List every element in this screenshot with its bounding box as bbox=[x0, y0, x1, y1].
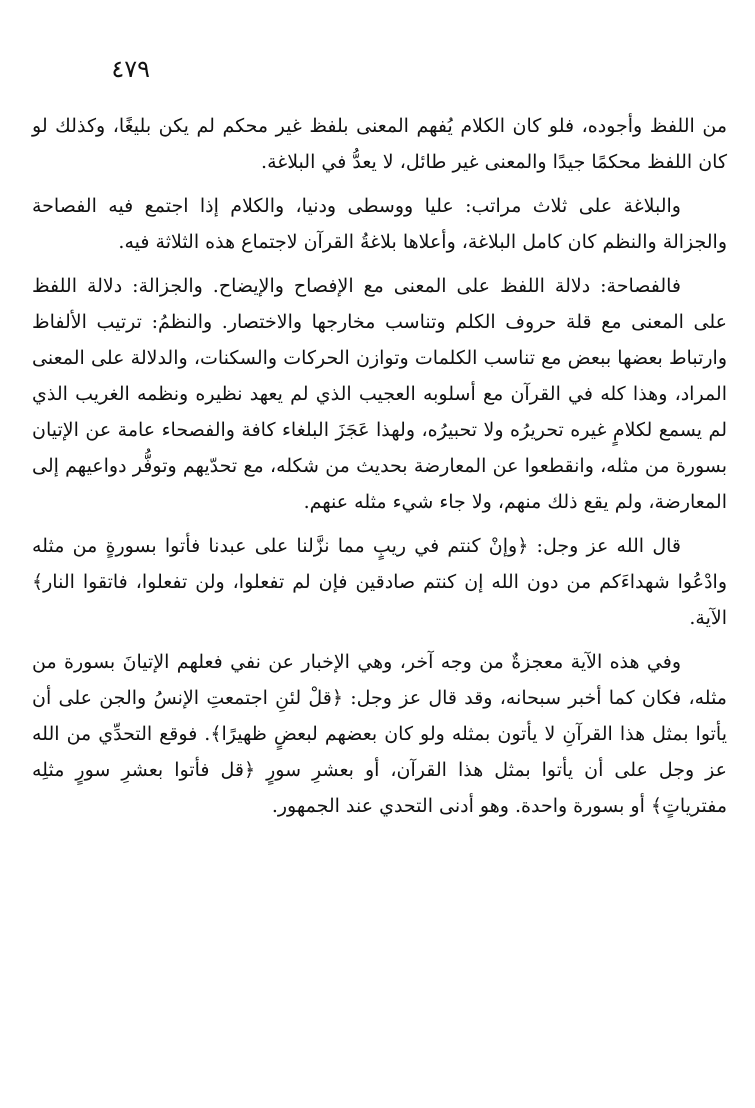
paragraph-1: من اللفظ وأجوده، فلو كان الكلام يُفهم المعنى بلفظ غير محكم لم يكن بليغًا، وكذلك لو كان اللفظ محكمًا جيدًا والمعنى غير طائل، لا يعدُّ في البلاغة. bbox=[32, 115, 727, 173]
paragraph-3: فالفصاحة: دلالة اللفظ على المعنى مع الإفصاح والإيضاح. والجزالة: دلالة اللفظ على المعنى مع قلة حروف الكلم وتناسب مخارجها والاختصار. والنظمُ: ترتيب الألفاظ وارتباط بعضها ببعض مع تناسب الكلمات وتوازن الحركات والسكنات، والدلالة على المعنى المراد، وهذا كله في القرآن مع أسلوبه العجيب الذي لم يعهد نظيره ونظمه الغريب الذي لم يسمع لكلامٍ غيره تحريرُه ولا تحبيرُه، ولهذا عَجَزَ البلغاء كافة والفصحاء عامة عن الإتيان بسورة من مثله، وانقطعوا عن المعارضة بحديث من شكله، مع تحدّيهم وتوفُّر دواعيهم إلى المعارضة، ولم يقع ذلك منهم، ولا جاء شيء مثله عنهم. bbox=[32, 275, 727, 513]
paragraph-2: والبلاغة على ثلاث مراتب: عليا ووسطى ودنيا، والكلام إذا اجتمع فيه الفصاحة والجزالة والنظم كان كامل البلاغة، وأعلاها بلاغةُ القرآن لاجتماع هذه الثلاثة فيه. bbox=[32, 195, 727, 253]
paragraph-4: قال الله عز وجل: ﴿وإنْ كنتم في ريبٍ مما نزَّلنا على عبدنا فأتوا بسورةٍ من مثله وادْعُوا شهداءَكم من دون الله إن كنتم صادقين فإن لم تفعلوا، ولن تفعلوا، فاتقوا النار﴾ الآية. bbox=[32, 535, 727, 629]
page-number: ٤٧٩ bbox=[111, 55, 150, 83]
paragraph-5: وفي هذه الآية معجزةٌ من وجه آخر، وهي الإخبار عن نفي فعلهم الإتيانَ بسورة من مثله، فكان كما أخبر سبحانه، وقد قال عز وجل: ﴿قلْ لئنِ اجتمعتِ الإنسُ والجن على أن يأتوا بمثل هذا القرآنِ لا يأتون بمثله ولو كان بعضهم لبعضٍ ظهيرًا﴾. فوقع التحدِّي من الله عز وجل على أن يأتوا بمثل هذا القرآن، أو بعشرِ سورٍ ﴿قل فأتوا بعشرِ سورٍ مثلِه مفترياتٍ﴾ أو بسورة واحدة. وهو أدنى التحدي عند الجمهور. bbox=[32, 651, 727, 817]
page-body bbox=[32, 108, 727, 824]
